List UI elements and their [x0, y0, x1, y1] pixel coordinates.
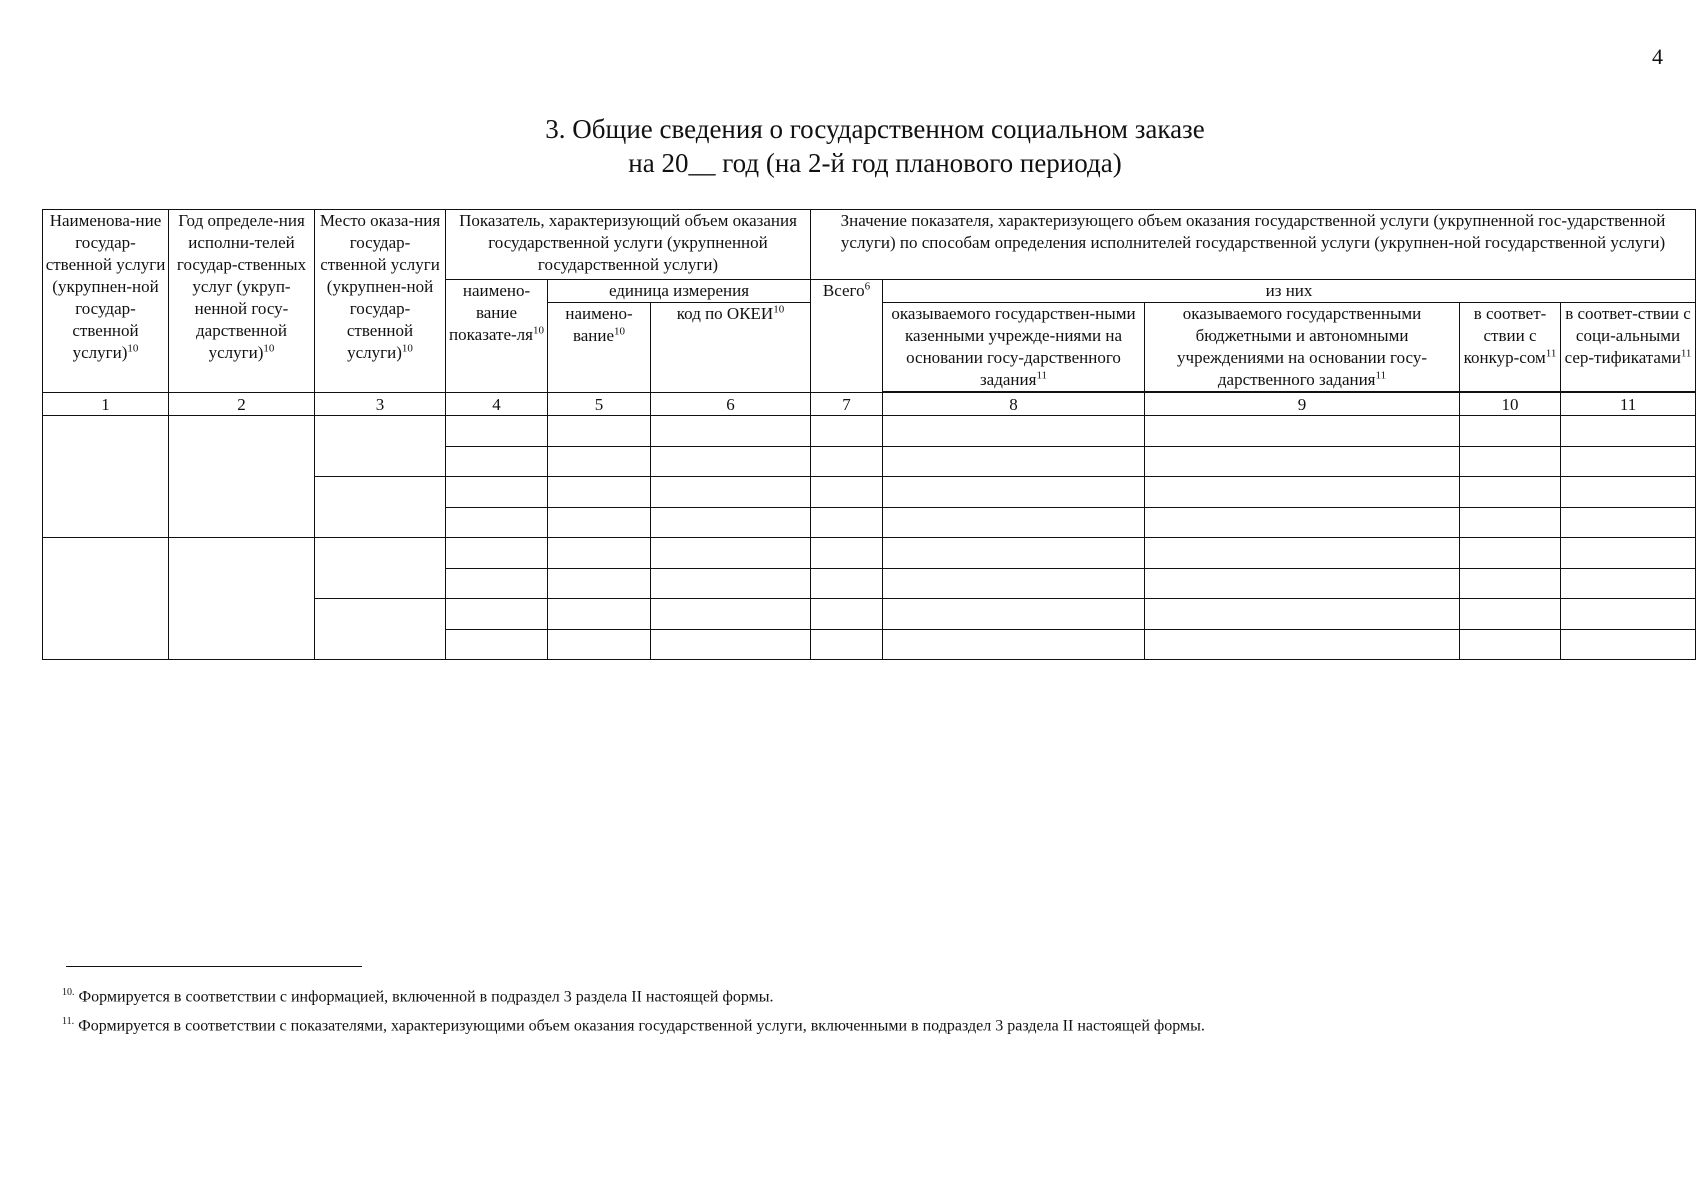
- empty-cell: [811, 477, 883, 508]
- empty-cell: [446, 446, 548, 477]
- empty-cell: [1460, 507, 1561, 538]
- empty-cell: [1145, 416, 1460, 447]
- empty-cell: [883, 568, 1145, 599]
- page-number: 4: [1652, 44, 1663, 69]
- empty-cell: [446, 477, 548, 508]
- header-indicator-group: Показатель, характеризующий объем оказания государственной услуги (укрупненной государственной услуги): [446, 210, 811, 280]
- empty-cell: [169, 538, 315, 660]
- title-line-1: 3. Общие сведения о государственном социальном заказе: [545, 114, 1205, 144]
- empty-cell: [315, 477, 446, 538]
- empty-cell: [883, 507, 1145, 538]
- empty-cell: [883, 416, 1145, 447]
- column-number: 11: [1561, 393, 1696, 416]
- empty-cell: [883, 538, 1145, 569]
- empty-cell: [43, 416, 169, 538]
- column-number: 6: [651, 393, 811, 416]
- empty-cell: [1145, 599, 1460, 630]
- empty-cell: [446, 568, 548, 599]
- empty-cell: [651, 477, 811, 508]
- empty-cell: [169, 416, 315, 538]
- table-row: [43, 416, 1696, 447]
- empty-cell: [1460, 568, 1561, 599]
- empty-cell: [315, 416, 446, 477]
- column-number: 2: [169, 393, 315, 416]
- empty-cell: [651, 568, 811, 599]
- empty-cell: [883, 477, 1145, 508]
- empty-cell: [1460, 416, 1561, 447]
- column-number: 8: [883, 393, 1145, 416]
- empty-cell: [446, 416, 548, 447]
- empty-cell: [1460, 599, 1561, 630]
- empty-cell: [315, 599, 446, 660]
- footnotes: [62, 980, 1662, 1039]
- header-okei-code: код по ОКЕИ$^{10}$: [651, 303, 811, 393]
- column-number: 4: [446, 393, 548, 416]
- empty-cell: [883, 599, 1145, 630]
- empty-cell: [1145, 446, 1460, 477]
- empty-cell: [548, 568, 651, 599]
- footnote-11: $^{11.}$ Формируется в соответствии с показателями, характеризующими объем оказания государственной услуги, включенными в подраздел 3 раздела II настоящей формы.: [62, 1016, 1205, 1035]
- header-indicator-name: наимено-вание показате-$ля^{10}$: [446, 280, 548, 393]
- empty-cell: [811, 599, 883, 630]
- empty-cell: [1561, 568, 1696, 599]
- column-number: 10: [1460, 393, 1561, 416]
- empty-cell: [1145, 538, 1460, 569]
- header-of-them: из них: [883, 280, 1696, 303]
- empty-cell: [1561, 416, 1696, 447]
- empty-cell: [446, 629, 548, 660]
- column-number: 5: [548, 393, 651, 416]
- empty-cell: [811, 446, 883, 477]
- empty-cell: [43, 538, 169, 660]
- empty-cell: [446, 538, 548, 569]
- empty-cell: [811, 507, 883, 538]
- empty-cell: [811, 629, 883, 660]
- empty-cell: [315, 538, 446, 599]
- empty-cell: [446, 599, 548, 630]
- empty-cell: [651, 629, 811, 660]
- empty-cell: [1460, 446, 1561, 477]
- empty-cell: [548, 599, 651, 630]
- empty-cell: [883, 629, 1145, 660]
- empty-cell: [651, 507, 811, 538]
- column-number: 1: [43, 393, 169, 416]
- empty-cell: [883, 446, 1145, 477]
- header-unit-group: единица измерения: [548, 280, 811, 303]
- empty-cell: [1460, 538, 1561, 569]
- empty-cell: [651, 538, 811, 569]
- empty-cell: [446, 507, 548, 538]
- header-certificates: в соответ-ствии с соци-альными сер-тификатами$^{11}$: [1561, 303, 1696, 392]
- empty-cell: [1561, 507, 1696, 538]
- empty-cell: [1561, 599, 1696, 630]
- empty-cell: [548, 538, 651, 569]
- empty-cell: [548, 416, 651, 447]
- header-budget-institutions: оказываемого государственными бюджетными и автономными учреждениями на основании госу-дарственного задания$^{11}$: [1145, 303, 1460, 392]
- empty-cell: [811, 416, 883, 447]
- empty-cell: [548, 629, 651, 660]
- header-year: Год определе-ния исполни-телей государ-ственных услуг (укруп-ненной госу-дарственной услуги)$^{10}$: [169, 210, 315, 393]
- column-number: 3: [315, 393, 446, 416]
- table-row: [43, 538, 1696, 569]
- header-total: Всего$^6$: [811, 280, 883, 393]
- empty-cell: [548, 446, 651, 477]
- header-service-name: Наименова-ние государ-ственной услуги (укрупнен-ной государ-ственной услуги)$^{10}$: [43, 210, 169, 393]
- header-unit-name: наимено-вание$^{10}$: [548, 303, 651, 393]
- empty-cell: [1145, 629, 1460, 660]
- empty-cell: [811, 568, 883, 599]
- empty-cell: [651, 416, 811, 447]
- empty-cell: [651, 446, 811, 477]
- title-line-2: на 20__ год (на 2-й год планового периода): [628, 148, 1122, 178]
- header-value-group: Значение показателя, характеризующего объем оказания государственной услуги (укрупненной гос-ударственной услуги) по способам определения исполнителей государственной услуги (укрупнен-ной государственной услуги): [811, 210, 1696, 280]
- column-number: 9: [1145, 393, 1460, 416]
- empty-cell: [1145, 507, 1460, 538]
- header-state-institutions: оказываемого государствен-ными казенными учрежде-ниями на основании госу-дарственного задания$^{11}$: [883, 303, 1145, 392]
- empty-cell: [1460, 477, 1561, 508]
- empty-cell: [548, 507, 651, 538]
- empty-cell: [1460, 629, 1561, 660]
- social-order-table: [42, 209, 1696, 660]
- empty-cell: [548, 477, 651, 508]
- column-number-row: [43, 393, 1696, 416]
- empty-cell: [1145, 477, 1460, 508]
- empty-cell: [1145, 568, 1460, 599]
- footnote-divider: [66, 966, 362, 967]
- column-number: 7: [811, 393, 883, 416]
- empty-cell: [1561, 477, 1696, 508]
- empty-cell: [811, 538, 883, 569]
- page-title: [0, 112, 1697, 180]
- empty-cell: [651, 599, 811, 630]
- empty-cell: [1561, 446, 1696, 477]
- header-competition: в соответ-ствии с конкур-сом$^{11}$: [1460, 303, 1561, 392]
- empty-cell: [1561, 629, 1696, 660]
- header-place: Место оказа-ния государ-ственной услуги (укрупнен-ной государ-ственной услуги)$^{10}$: [315, 210, 446, 393]
- empty-cell: [1561, 538, 1696, 569]
- footnote-10: $^{10.}$ Формируется в соответствии с информацией, включенной в подраздел 3 раздела II настоящей формы.: [62, 987, 774, 1006]
